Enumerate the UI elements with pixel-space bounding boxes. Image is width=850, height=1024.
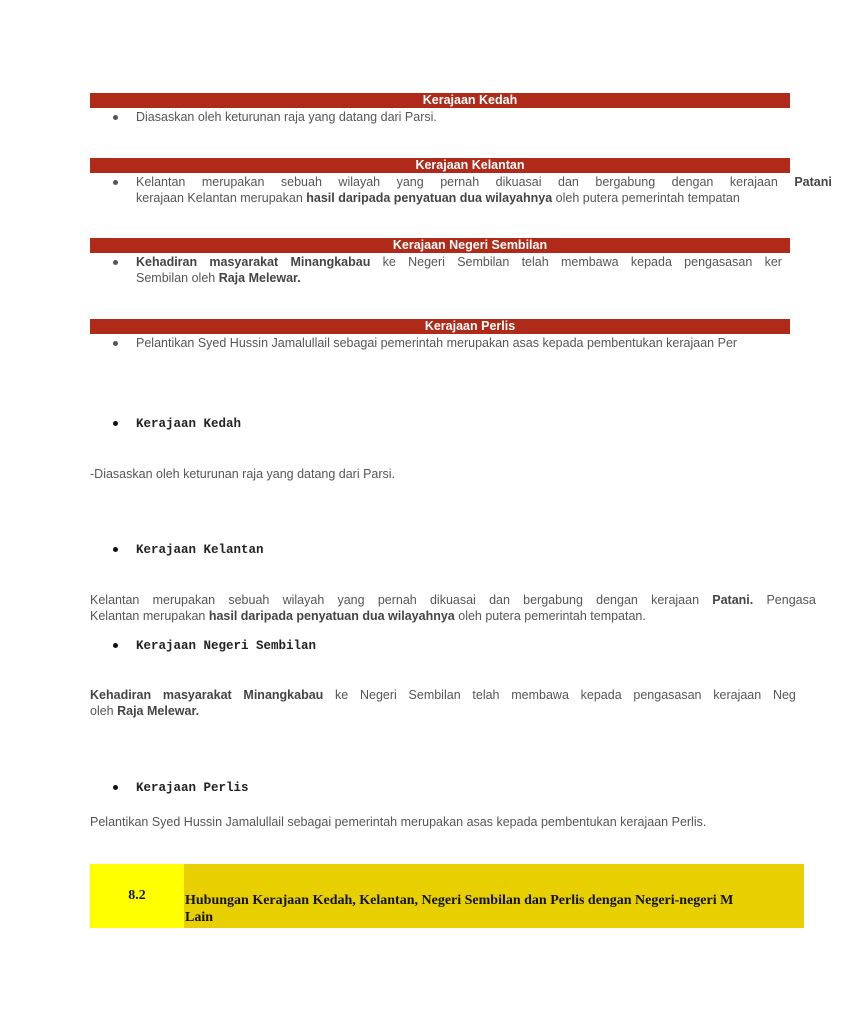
word: pengasasan <box>684 255 753 269</box>
section-band-negeri-sembilan <box>90 238 790 253</box>
paragraph-line <box>90 687 796 703</box>
paragraph-line <box>90 814 706 830</box>
word: membawa <box>511 688 569 702</box>
word: kerajaan <box>651 593 700 607</box>
word: Sembilan <box>457 255 510 269</box>
paragraph-line <box>136 174 832 190</box>
section-title: Kerajaan Negeri Sembilan <box>392 238 548 252</box>
word: sebuah <box>228 593 270 607</box>
bullet-icon <box>113 180 118 185</box>
text-run: Kelantan merupakan <box>90 609 209 623</box>
section-band-perlis <box>90 319 790 334</box>
word: ke <box>382 255 396 269</box>
word: Kelantan <box>90 593 140 607</box>
bold-text: hasil daripada penyatuan dua wilayahnya <box>306 191 553 205</box>
word: merupakan <box>201 175 265 189</box>
word: Negeri <box>408 255 445 269</box>
text-run: Pelantikan Syed Hussin Jamalullail sebagai pemerintah merupakan asas kepada pembentukan kerajaan Per <box>136 336 738 350</box>
word: dan <box>558 175 579 189</box>
section-heading: Kerajaan Negeri Sembilan <box>136 639 317 653</box>
bullet-icon <box>113 260 118 265</box>
bold-word: Minangkabau <box>290 255 371 269</box>
bold-word: Kehadiran <box>136 255 198 269</box>
paragraph-line <box>90 592 816 608</box>
bold-text: hasil daripada penyatuan dua wilayahnya <box>208 609 455 623</box>
word: kerajaan <box>713 688 762 702</box>
section-heading: Kerajaan Kedah <box>136 417 242 431</box>
bold-word: Kehadiran <box>90 688 152 702</box>
section-number <box>90 864 184 928</box>
word: dengan <box>671 175 714 189</box>
bold-word: masyarakat <box>162 688 232 702</box>
word: Neg <box>772 688 796 702</box>
paragraph-line <box>90 703 199 719</box>
word: wilayah <box>282 593 325 607</box>
section-heading-highlight <box>184 864 804 928</box>
word: kerajaan <box>729 175 778 189</box>
bold-word: Patani <box>794 175 832 189</box>
bold-text: Raja Melewar. <box>117 704 200 718</box>
bullet-icon <box>113 785 118 790</box>
word: telah <box>472 688 500 702</box>
word: kepada <box>630 255 672 269</box>
bullet-icon <box>113 643 118 648</box>
word: dengan <box>596 593 638 607</box>
word: pernah <box>377 593 417 607</box>
word: sebuah <box>280 175 322 189</box>
bold-text: Raja Melewar. <box>218 271 301 285</box>
bold-word: Minangkabau <box>243 688 324 702</box>
section-title: Kerajaan Kelantan <box>415 158 525 172</box>
section-heading-line: Hubungan Kerajaan Kedah, Kelantan, Negeri Sembilan dan Perlis dengan Negeri-negeri M <box>185 893 734 908</box>
word: ker <box>764 255 782 269</box>
word: wilayah <box>338 175 381 189</box>
paragraph-line <box>136 270 301 286</box>
text-run: oleh putera pemerintah tempatan <box>552 191 740 205</box>
section-heading-line: Lain <box>185 910 214 925</box>
word: Negeri <box>359 688 397 702</box>
word: yang <box>396 175 424 189</box>
section-heading: Kerajaan Kelantan <box>136 543 264 557</box>
text-run: kerajaan Kelantan merupakan <box>136 191 307 205</box>
word: dikuasai <box>495 175 542 189</box>
word: pernah <box>440 175 480 189</box>
paragraph-line <box>136 335 737 351</box>
word: dikuasai <box>429 593 476 607</box>
paragraph-line <box>136 190 740 206</box>
text-run: oleh putera pemerintah tempatan. <box>454 609 646 623</box>
word: membawa <box>560 255 619 269</box>
word: Kelantan <box>136 175 186 189</box>
paragraph-line <box>136 109 437 125</box>
word: merupakan <box>152 593 216 607</box>
text-run: Sembilan oleh <box>136 271 219 285</box>
word: Pengasa <box>766 593 816 607</box>
bold-word: masyarakat <box>209 255 279 269</box>
bullet-icon <box>113 421 118 426</box>
text-run: oleh <box>90 704 118 718</box>
word: pengasasan <box>633 688 702 702</box>
section-title: Kerajaan Perlis <box>424 319 516 333</box>
word: dan <box>489 593 510 607</box>
bullet-icon <box>113 115 118 120</box>
section-band-kedah <box>90 93 790 108</box>
word: ke <box>335 688 349 702</box>
word: kepada <box>580 688 622 702</box>
paragraph-line <box>90 466 395 482</box>
section-title: Kerajaan Kedah <box>422 93 518 107</box>
paragraph-line <box>90 608 646 624</box>
section-number-text: 8.2 <box>128 888 146 903</box>
section-band-kelantan <box>90 158 790 173</box>
text-run: Pelantikan Syed Hussin Jamalullail sebagai pemerintah merupakan asas kepada pembentukan kerajaan Perlis. <box>90 815 707 829</box>
bullet-icon <box>113 341 118 346</box>
text-run: Diasaskan oleh keturunan raja yang datang dari Parsi. <box>136 110 437 124</box>
word: bergabung <box>523 593 583 607</box>
word: Sembilan <box>408 688 461 702</box>
word: yang <box>337 593 365 607</box>
bullet-icon <box>113 547 118 552</box>
paragraph-line <box>136 254 782 270</box>
word: telah <box>521 255 549 269</box>
bold-word: Patani. <box>712 593 754 607</box>
word: bergabung <box>595 175 656 189</box>
text-run: -Diasaskan oleh keturunan raja yang datang dari Parsi. <box>90 467 396 481</box>
section-heading: Kerajaan Perlis <box>136 781 249 795</box>
